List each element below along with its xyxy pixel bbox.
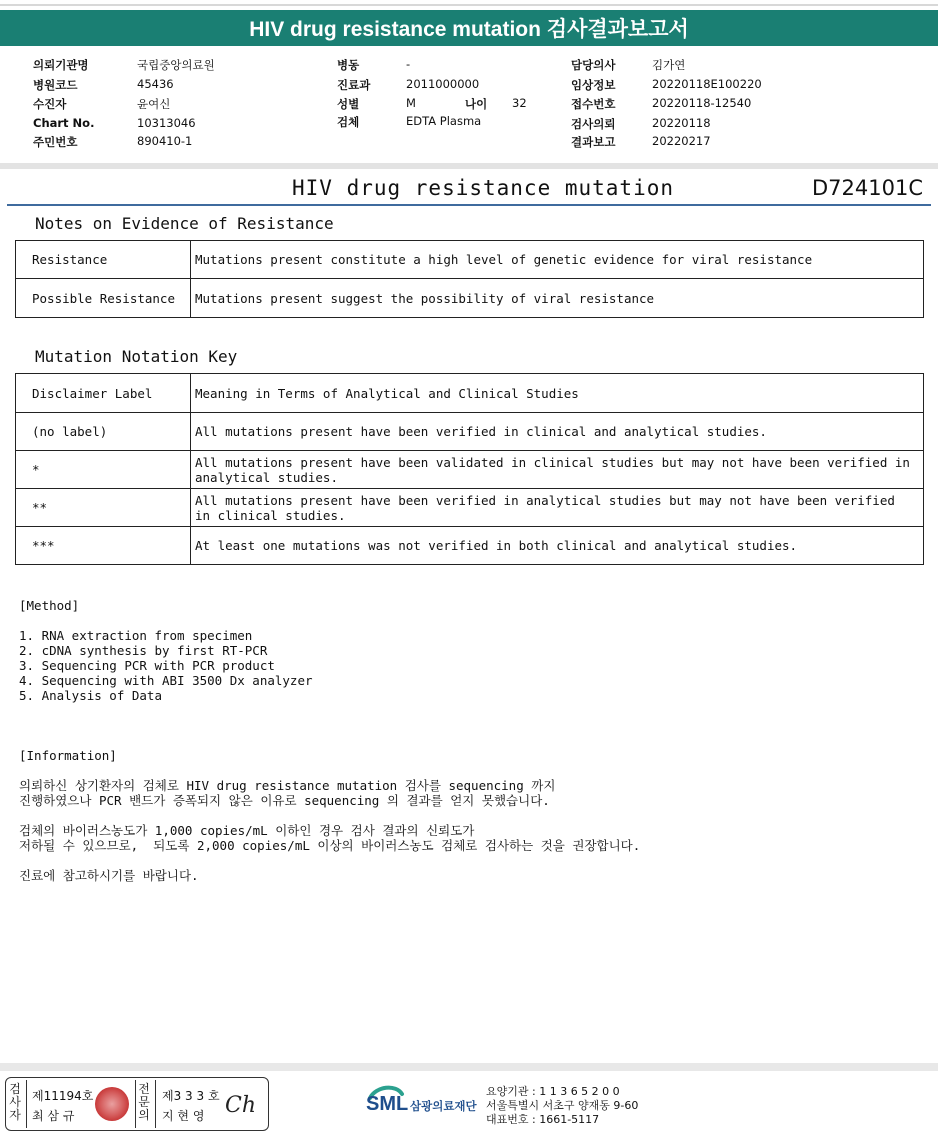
info-para2-line1: 검체의 바이러스농도가 1,000 copies/mL 이하인 경우 검사 결과의 신뢰도가 [19, 823, 475, 838]
notation-text: All mutations present have been verified in clinical and analytical studies. [191, 413, 924, 451]
info-para2-line2: 저하될 수 있으므로, 되도록 2,000 copies/mL 이상의 바이러스농도 검체로 검사하는 것을 권장합니다. [19, 838, 641, 853]
label-report-date: 결과보고 [571, 135, 616, 149]
notation-label: * [16, 451, 191, 489]
notation-text: All mutations present have been verified in analytical studies but may not have been verified in clinical studies. [191, 489, 924, 527]
evidence-table [15, 240, 924, 318]
care-institution-no: 요양기관 : 1 1 3 6 5 2 0 0 [486, 1085, 620, 1098]
value-chart-no: 10313046 [137, 116, 196, 130]
info-para1-line2: 진행하였으나 PCR 밴드가 증폭되지 않은 이유로 sequencing 의 결과를 얻지 못했습니다. [19, 793, 550, 808]
table-row [16, 241, 924, 279]
method-step: 1. RNA extraction from specimen [19, 628, 253, 643]
information-title: [Information] [19, 748, 117, 763]
notation-header-text: Meaning in Terms of Analytical and Clinical Studies [191, 374, 924, 413]
value-institution: 국립중앙의료원 [137, 58, 215, 72]
evidence-text: Mutations present suggest the possibility of viral resistance [191, 279, 924, 318]
report-title-rule [7, 204, 931, 206]
value-specimen: EDTA Plasma [406, 114, 482, 128]
label-hospital-code: 병원코드 [33, 78, 78, 92]
evidence-label: Resistance [16, 241, 191, 279]
table-header-row [16, 374, 924, 413]
footer-separator [0, 1063, 938, 1071]
table-row [16, 279, 924, 318]
report-title: HIV drug resistance mutation [292, 176, 675, 200]
notation-label: ** [16, 489, 191, 527]
value-department: 2011000000 [406, 77, 480, 91]
info-para3: 진료에 참고하시기를 바랍니다. [19, 868, 199, 883]
divider [26, 1080, 27, 1128]
sml-logo: SML [366, 1093, 409, 1115]
evidence-section-title: Notes on Evidence of Resistance [35, 214, 334, 233]
label-chart-no: Chart No. [33, 116, 95, 130]
value-request-date: 20220118 [652, 116, 711, 130]
value-resident-no: 890410-1 [137, 134, 193, 148]
evidence-label: Possible Resistance [16, 279, 191, 318]
approver-name: 지 현 영 [162, 1109, 205, 1123]
method-step: 4. Sequencing with ABI 3500 Dx analyzer [19, 673, 313, 688]
inspector-license: 제11194호 [32, 1089, 94, 1103]
inspector-label: 검사자 [9, 1082, 21, 1122]
label-resident-no: 주민번호 [33, 135, 78, 149]
approver-license: 제3 3 3 호 [162, 1089, 220, 1103]
address: 서울특별시 서초구 양재동 9-60 [486, 1099, 639, 1112]
label-patient: 수진자 [33, 97, 67, 111]
info-para1-line1: 의뢰하신 상기환자의 검체로 HIV drug resistance mutation 검사를 sequencing 까지 [19, 778, 556, 793]
divider [135, 1080, 136, 1128]
label-request-date: 검사의뢰 [571, 117, 616, 131]
notation-section-title: Mutation Notation Key [35, 347, 238, 366]
label-doctor: 담당의사 [571, 58, 616, 72]
top-border [0, 4, 938, 6]
value-sex: M [406, 96, 416, 110]
label-age: 나이 [465, 97, 488, 111]
label-department: 진료과 [337, 78, 371, 92]
header-separator [0, 163, 938, 169]
report-code: D724101C [812, 176, 923, 200]
label-ward: 병동 [337, 58, 360, 72]
value-receipt-no: 20220118-12540 [652, 96, 752, 110]
value-age: 32 [512, 96, 527, 110]
org-name: 삼광의료재단 [410, 1099, 477, 1113]
table-row [16, 527, 924, 565]
notation-header-label: Disclaimer Label [16, 374, 191, 413]
value-doctor: 김가연 [652, 58, 686, 72]
label-institution: 의뢰기관명 [33, 58, 89, 72]
method-list [19, 628, 313, 703]
method-step: 5. Analysis of Data [19, 688, 162, 703]
label-sex: 성별 [337, 97, 360, 111]
label-specimen: 검체 [337, 115, 360, 129]
value-report-date: 20220217 [652, 134, 711, 148]
label-receipt-no: 접수번호 [571, 97, 616, 111]
value-patient: 윤여신 [137, 97, 171, 111]
notation-label: *** [16, 527, 191, 565]
value-clinical-info: 20220118E100220 [652, 77, 762, 91]
value-ward: - [406, 57, 411, 71]
official-seal-icon [95, 1087, 129, 1121]
notation-table [15, 373, 924, 565]
notation-text: All mutations present have been validated in clinical studies but may not have been verified in analytical studies. [191, 451, 924, 489]
notation-text: At least one mutations was not verified in both clinical and analytical studies. [191, 527, 924, 565]
value-hospital-code: 45436 [137, 77, 174, 91]
table-row [16, 451, 924, 489]
method-step: 2. cDNA synthesis by first RT-PCR [19, 643, 268, 658]
approver-label: 전문의 [138, 1082, 150, 1122]
signature-image: Ch [225, 1093, 257, 1118]
method-title: [Method] [19, 598, 80, 613]
divider [155, 1080, 156, 1128]
evidence-text: Mutations present constitute a high level of genetic evidence for viral resistance [191, 241, 924, 279]
report-header-title: HIV drug resistance mutation 검사결과보고서 [0, 10, 938, 46]
table-row [16, 413, 924, 451]
inspector-name: 최 삼 규 [32, 1109, 75, 1123]
method-step: 3. Sequencing PCR with PCR product [19, 658, 275, 673]
label-clinical-info: 임상정보 [571, 78, 616, 92]
notation-label: (no label) [16, 413, 191, 451]
table-row [16, 489, 924, 527]
phone: 대표번호 : 1661-5117 [486, 1113, 600, 1126]
